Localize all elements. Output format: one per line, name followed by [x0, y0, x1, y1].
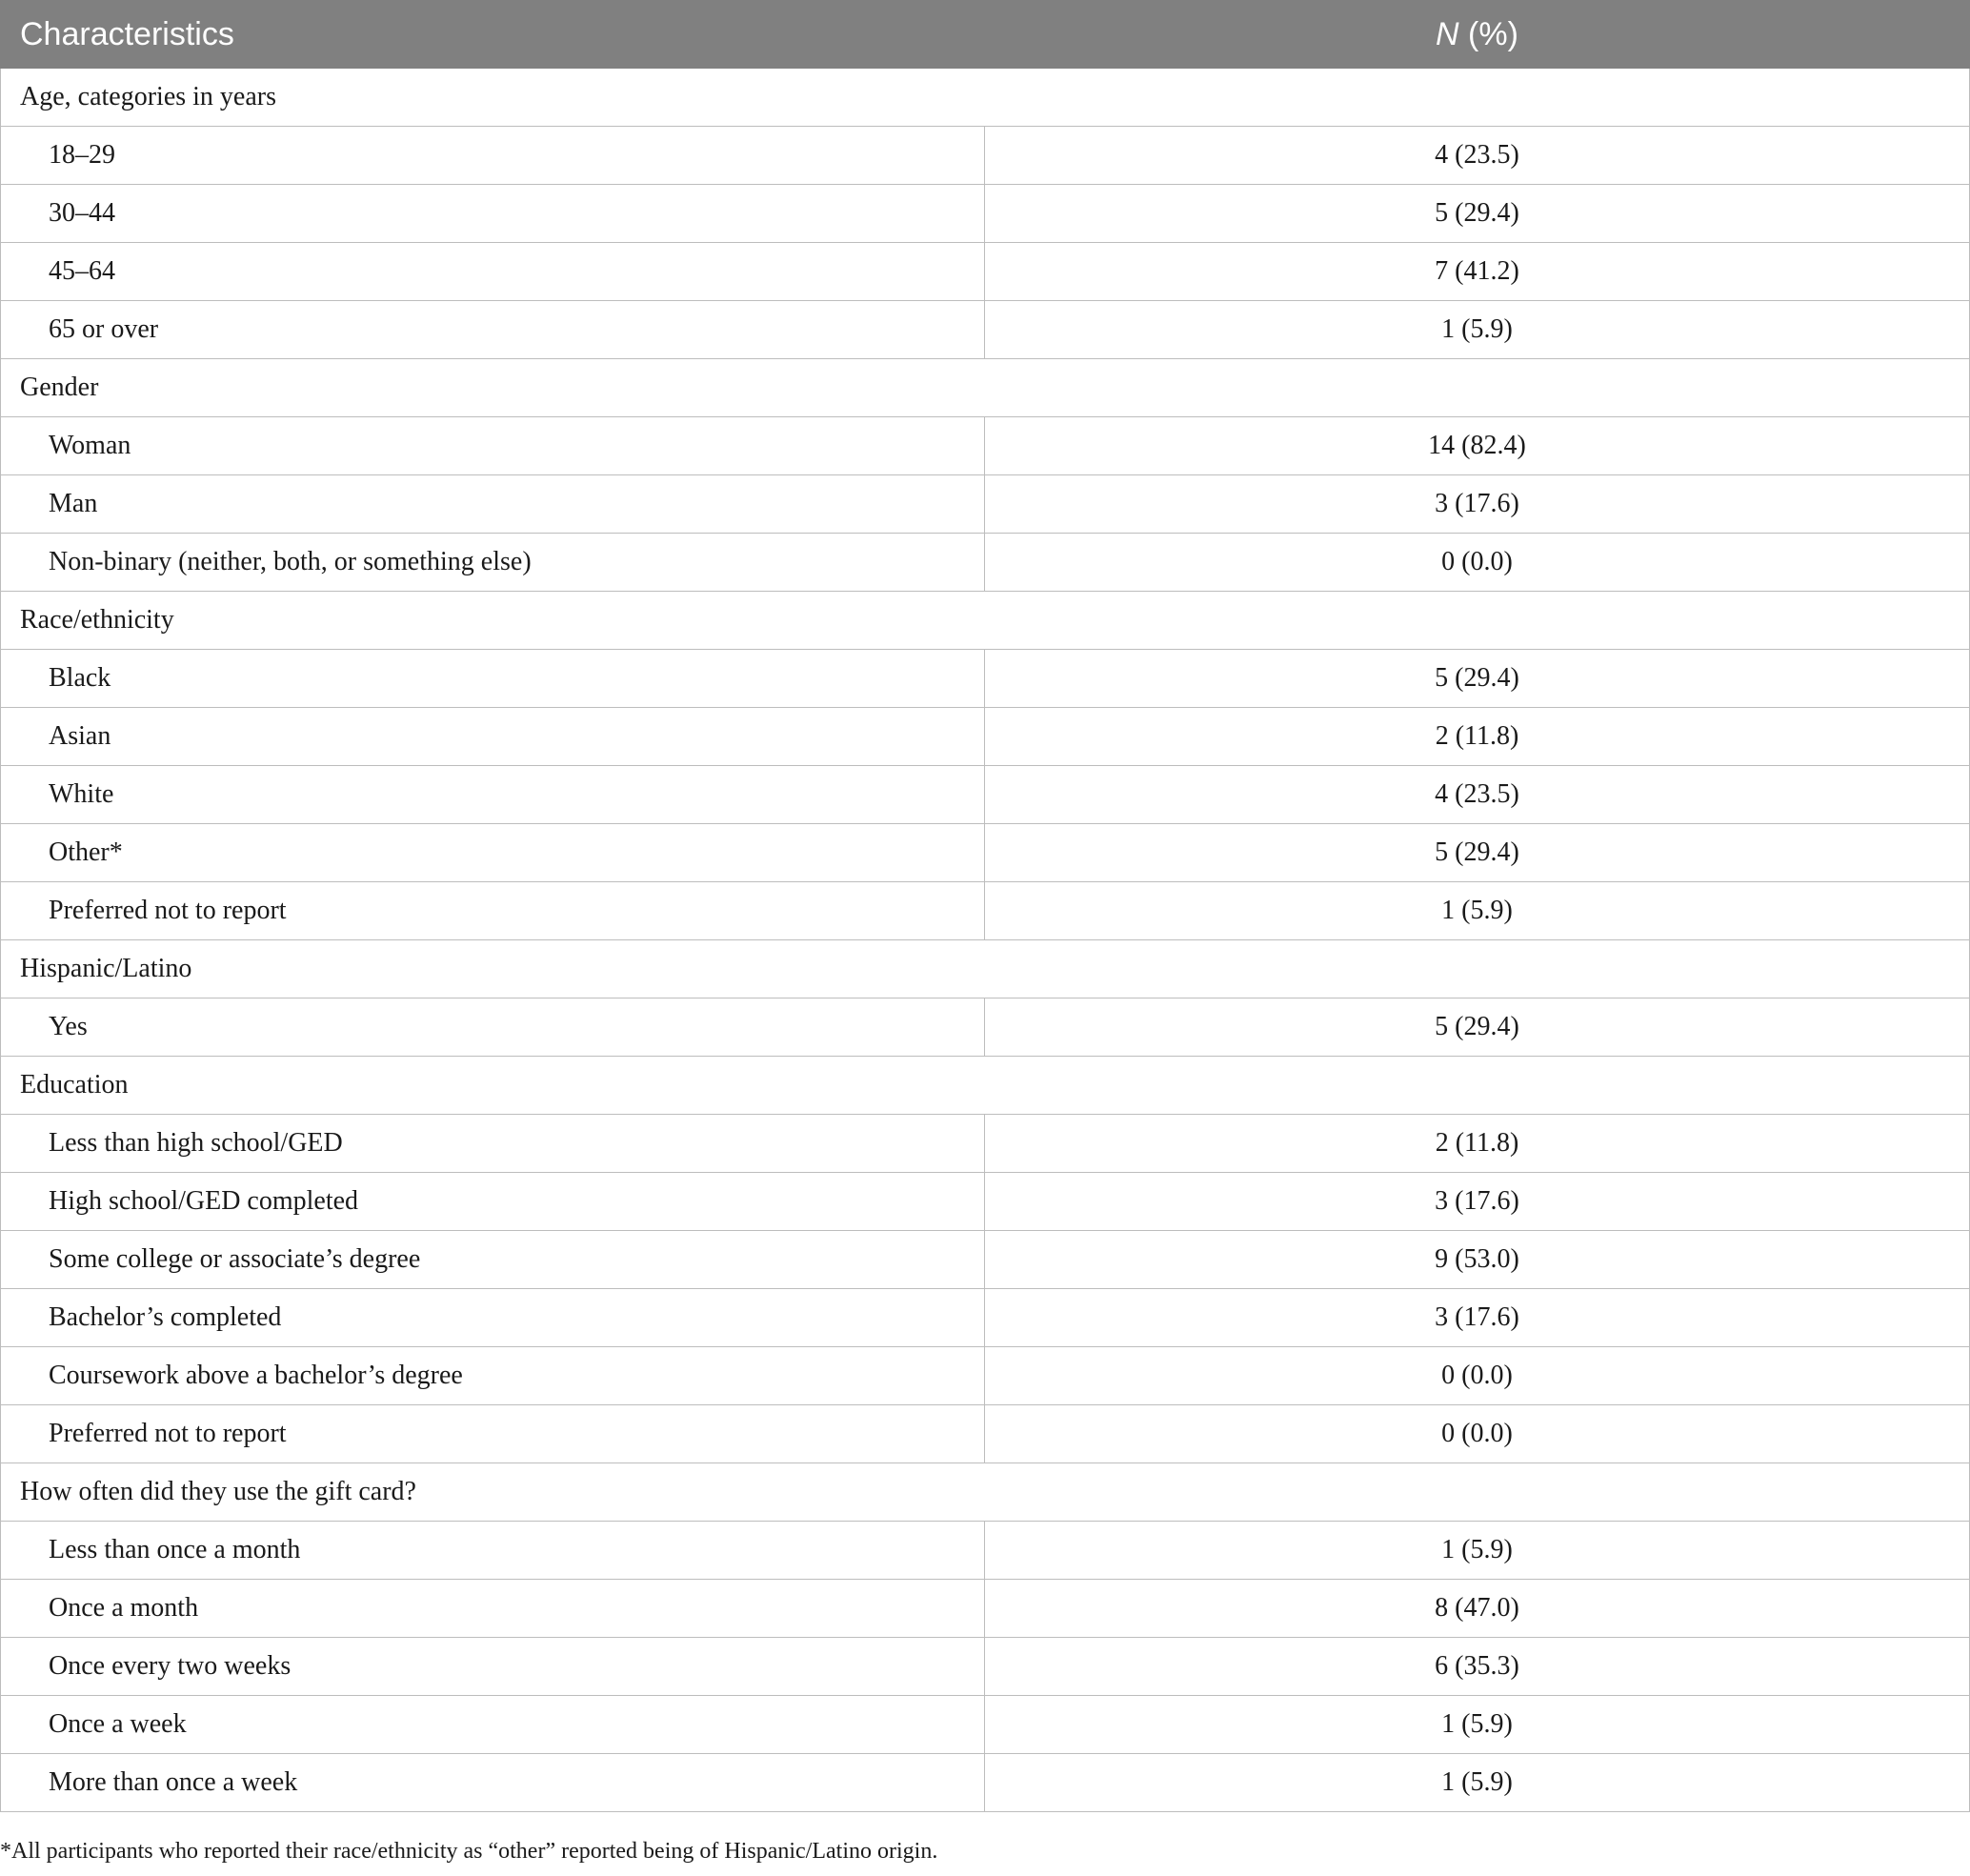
- table-row: [1, 824, 1970, 882]
- table-row: [1, 1580, 1970, 1638]
- category-label: Hispanic/Latino: [1, 940, 1970, 999]
- row-label: 45–64: [1, 243, 985, 301]
- row-label: Some college or associate’s degree: [1, 1231, 985, 1289]
- row-value: 5 (29.4): [985, 824, 1970, 882]
- table-row: [1, 766, 1970, 824]
- row-value: 1 (5.9): [985, 301, 1970, 359]
- table-row: [1, 650, 1970, 708]
- row-label: Once a month: [1, 1580, 985, 1638]
- row-value: 0 (0.0): [985, 534, 1970, 592]
- row-label: Man: [1, 475, 985, 534]
- row-value: 3 (17.6): [985, 475, 1970, 534]
- row-value: 1 (5.9): [985, 1696, 1970, 1754]
- row-value: 2 (11.8): [985, 1115, 1970, 1173]
- table-row: [1, 1696, 1970, 1754]
- table-row: [1, 1522, 1970, 1580]
- row-value: 0 (0.0): [985, 1405, 1970, 1463]
- table-row: [1, 301, 1970, 359]
- category-row: [1, 69, 1970, 127]
- category-label: Education: [1, 1057, 1970, 1115]
- table-body: [1, 69, 1970, 1812]
- table-row: [1, 534, 1970, 592]
- row-label: 18–29: [1, 127, 985, 185]
- header-percent-label: (%): [1458, 15, 1518, 52]
- row-label: Black: [1, 650, 985, 708]
- row-label: Asian: [1, 708, 985, 766]
- table-row: [1, 1173, 1970, 1231]
- table-row: [1, 1115, 1970, 1173]
- row-value: 4 (23.5): [985, 127, 1970, 185]
- row-label: More than once a week: [1, 1754, 985, 1812]
- category-label: Gender: [1, 359, 1970, 417]
- row-value: 5 (29.4): [985, 185, 1970, 243]
- row-value: 14 (82.4): [985, 417, 1970, 475]
- table-row: [1, 1405, 1970, 1463]
- row-value: 8 (47.0): [985, 1580, 1970, 1638]
- category-row: [1, 359, 1970, 417]
- table-row: [1, 1289, 1970, 1347]
- category-label: Race/ethnicity: [1, 592, 1970, 650]
- table-footnote: *All participants who reported their race/ethnicity as “other” reported being of Hispanic/Latino origin.: [0, 1839, 938, 1864]
- row-label: Preferred not to report: [1, 1405, 985, 1463]
- table-row: [1, 243, 1970, 301]
- table-row: [1, 999, 1970, 1057]
- table-row: [1, 417, 1970, 475]
- category-row: [1, 1463, 1970, 1522]
- row-value: 6 (35.3): [985, 1638, 1970, 1696]
- table-header: [1, 1, 1970, 69]
- row-label: 30–44: [1, 185, 985, 243]
- row-label: Less than once a month: [1, 1522, 985, 1580]
- category-row: [1, 1057, 1970, 1115]
- row-value: 3 (17.6): [985, 1173, 1970, 1231]
- table-row: [1, 475, 1970, 534]
- row-value: 3 (17.6): [985, 1289, 1970, 1347]
- row-value: 5 (29.4): [985, 999, 1970, 1057]
- category-row: [1, 940, 1970, 999]
- row-label: Once every two weeks: [1, 1638, 985, 1696]
- table-row: [1, 1638, 1970, 1696]
- row-value: 9 (53.0): [985, 1231, 1970, 1289]
- header-n-percent: [985, 1, 1970, 69]
- row-value: 4 (23.5): [985, 766, 1970, 824]
- table-row: [1, 1231, 1970, 1289]
- row-value: 1 (5.9): [985, 1754, 1970, 1812]
- row-value: 1 (5.9): [985, 1522, 1970, 1580]
- row-label: Preferred not to report: [1, 882, 985, 940]
- table-row: [1, 882, 1970, 940]
- row-label: Bachelor’s completed: [1, 1289, 985, 1347]
- row-label: Non-binary (neither, both, or something else): [1, 534, 985, 592]
- row-value: 0 (0.0): [985, 1347, 1970, 1405]
- row-value: 7 (41.2): [985, 243, 1970, 301]
- table-row: [1, 127, 1970, 185]
- row-value: 5 (29.4): [985, 650, 1970, 708]
- row-label: 65 or over: [1, 301, 985, 359]
- row-label: White: [1, 766, 985, 824]
- row-value: 2 (11.8): [985, 708, 1970, 766]
- table-row: [1, 1754, 1970, 1812]
- row-label: Coursework above a bachelor’s degree: [1, 1347, 985, 1405]
- category-label: Age, categories in years: [1, 69, 1970, 127]
- row-value: 1 (5.9): [985, 882, 1970, 940]
- header-row: [1, 1, 1970, 69]
- row-label: Yes: [1, 999, 985, 1057]
- header-characteristics: Characteristics: [1, 1, 985, 69]
- row-label: Once a week: [1, 1696, 985, 1754]
- table-row: [1, 1347, 1970, 1405]
- header-n-label: N: [1436, 15, 1459, 52]
- category-label: How often did they use the gift card?: [1, 1463, 1970, 1522]
- table-row: [1, 708, 1970, 766]
- category-row: [1, 592, 1970, 650]
- row-label: Less than high school/GED: [1, 1115, 985, 1173]
- row-label: Other*: [1, 824, 985, 882]
- row-label: High school/GED completed: [1, 1173, 985, 1231]
- table-row: [1, 185, 1970, 243]
- row-label: Woman: [1, 417, 985, 475]
